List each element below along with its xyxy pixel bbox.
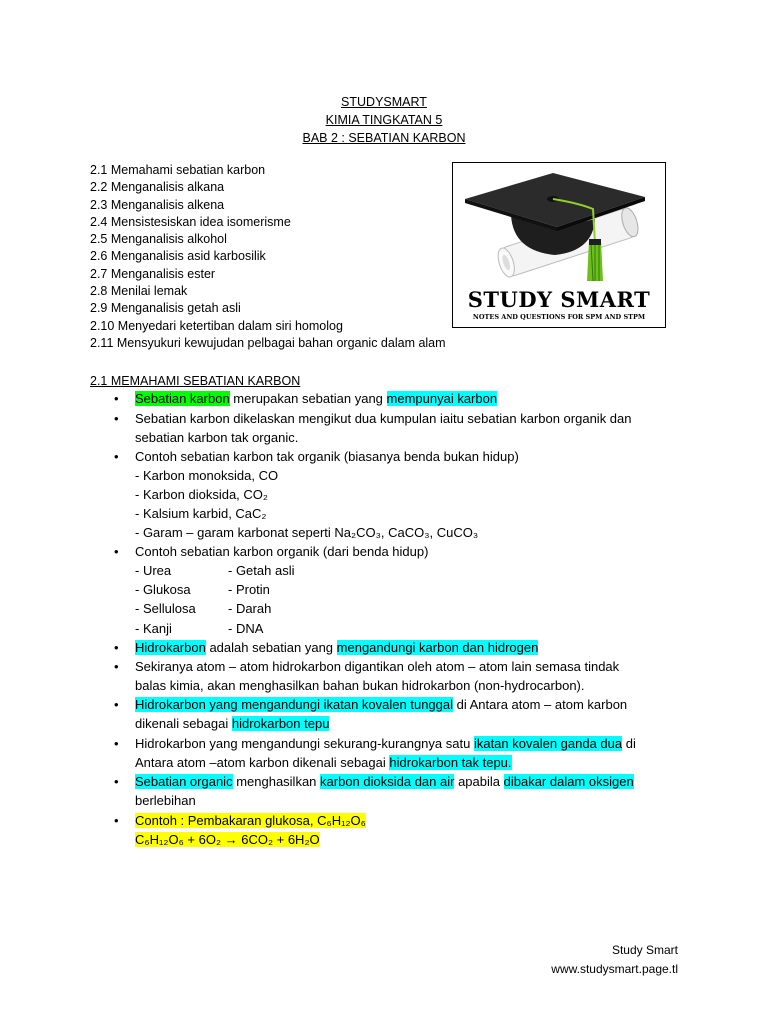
toc-item: 2.10 Menyedari ketertiban dalam siri homolog	[90, 318, 343, 333]
footer-url: www.studysmart.page.tl	[551, 962, 678, 976]
text: merupakan sebatian yang	[229, 391, 387, 406]
sub-item: - Garam – garam karbonat seperti Na₂CO₃, CaCO₃, CuCO₃	[135, 525, 479, 540]
highlight: mengandungi karbon dan hidrogen	[336, 640, 539, 655]
text: adalah sebatian yang	[205, 640, 337, 655]
table-of-contents	[90, 162, 446, 352]
organic-example: - Sellulosa	[135, 601, 196, 616]
footer-title: Study Smart	[611, 943, 678, 957]
bullet-icon: •	[114, 640, 119, 655]
text: menghasilkan	[232, 774, 321, 789]
bullet-text: Sebatian karbon dikelaskan mengikut dua kumpulan iaitu sebatian karbon organik dan	[135, 411, 632, 426]
highlight: mempunyai karbon	[386, 391, 498, 406]
toc-item: 2.6 Menganalisis asid karbosilik	[90, 249, 266, 264]
bullet-text-cont: sebatian karbon tak organic.	[135, 430, 299, 445]
bullet-icon: •	[114, 449, 119, 464]
organic-example: - Darah	[228, 601, 272, 616]
toc-item: 2.11 Mensyukuri kewujudan pelbagai bahan organic dalam alam	[90, 335, 446, 350]
header-line-1: STUDYSMART	[341, 95, 427, 109]
bullet-icon: •	[114, 411, 119, 426]
organic-example: - Urea	[135, 563, 172, 578]
bullet-icon: •	[114, 544, 119, 559]
bullet-text	[135, 639, 538, 657]
graduation-cap-icon	[453, 163, 665, 287]
logo-title: STUDY SMART	[467, 287, 651, 312]
organic-example: - Kanji	[135, 621, 172, 636]
bullet-text	[135, 696, 627, 714]
highlight: C₆H₁₂O₆ + 6O₂ → 6CO₂ + 6H₂O	[135, 832, 320, 847]
text: di	[622, 736, 636, 751]
bullet-text	[135, 812, 366, 830]
bullet-icon: •	[114, 774, 119, 789]
highlight: Contoh : Pembakaran glukosa, C₆H₁₂O₆	[135, 813, 366, 828]
highlight: karbon dioksida dan air	[320, 774, 455, 789]
highlight: Hidrokarbon	[135, 640, 206, 655]
bullet-icon: •	[114, 659, 119, 674]
organic-example: - DNA	[228, 621, 264, 636]
bullet-text-cont: berlebihan	[135, 793, 196, 808]
text: dikenali sebagai	[135, 716, 232, 731]
bullet-text-cont: balas kimia, akan menghasilkan bahan bukan hidrokarbon (non-hydrocarbon).	[135, 678, 585, 693]
toc-item: 2.7 Menganalisis ester	[90, 266, 216, 281]
text: Hidrokarbon yang mengandungi sekurang-kurangnya satu	[135, 736, 474, 751]
study-smart-logo	[452, 162, 666, 328]
sub-item: - Karbon dioksida, CO₂	[135, 487, 268, 502]
toc-item: 2.2 Menganalisis alkana	[90, 180, 225, 195]
sub-item: - Kalsium karbid, CaC₂	[135, 506, 267, 521]
bullet-text: Sekiranya atom – atom hidrokarbon digantikan oleh atom – atom lain semasa tindak	[135, 659, 620, 674]
logo-subtitle: NOTES AND QUESTIONS FOR SPM AND STPM	[472, 313, 646, 321]
bullet-icon: •	[114, 391, 119, 406]
bullet-icon: •	[114, 813, 119, 828]
bullet-text	[135, 773, 634, 791]
toc-item: 2.9 Menganalisis getah asli	[90, 301, 241, 316]
toc-item: 2.1 Memahami sebatian karbon	[90, 163, 266, 177]
highlight: dibakar dalam oksigen	[503, 774, 634, 789]
highlight: hidrokarbon tak tepu.	[389, 755, 512, 770]
toc-item: 2.8 Menilai lemak	[90, 284, 188, 299]
bullet-icon: •	[114, 697, 119, 712]
header-line-3: BAB 2 : SEBATIAN KARBON	[302, 131, 466, 145]
highlight: ikatan kovalen ganda dua	[473, 736, 623, 751]
highlight: hidrokarbon tepu	[231, 716, 330, 731]
text: apabila	[454, 774, 504, 789]
bullet-text: Contoh sebatian karbon organik (dari benda hidup)	[135, 544, 429, 559]
organic-example: - Protin	[228, 582, 270, 597]
organic-example: - Glukosa	[135, 582, 191, 597]
bullet-text-cont	[135, 754, 512, 772]
highlight: Hidrokarbon yang mengandungi ikatan kovalen tunggal	[135, 697, 453, 712]
toc-item: 2.3 Menganalisis alkena	[90, 197, 225, 212]
sub-item: - Karbon monoksida, CO	[135, 468, 279, 483]
organic-example: - Getah asli	[228, 563, 295, 578]
highlight: Sebatian organic	[135, 774, 233, 789]
bullet-text	[135, 390, 497, 408]
highlight: Sebatian karbon	[135, 391, 230, 406]
bullet-text-cont	[135, 715, 329, 733]
toc-item: 2.5 Menganalisis alkohol	[90, 232, 227, 247]
toc-item: 2.4 Mensistesiskan idea isomerisme	[90, 214, 291, 229]
section-title: 2.1 MEMAHAMI SEBATIAN KARBON	[90, 374, 301, 388]
header-line-2: KIMIA TINGKATAN 5	[325, 113, 443, 127]
bullet-text	[135, 735, 636, 753]
bullet-text: Contoh sebatian karbon tak organik (biasanya benda bukan hidup)	[135, 449, 519, 464]
text: Antara atom –atom karbon dikenali sebagai	[135, 755, 390, 770]
chemical-equation	[135, 831, 320, 849]
text: di Antara atom – atom karbon	[453, 697, 628, 712]
bullet-icon: •	[114, 736, 119, 751]
